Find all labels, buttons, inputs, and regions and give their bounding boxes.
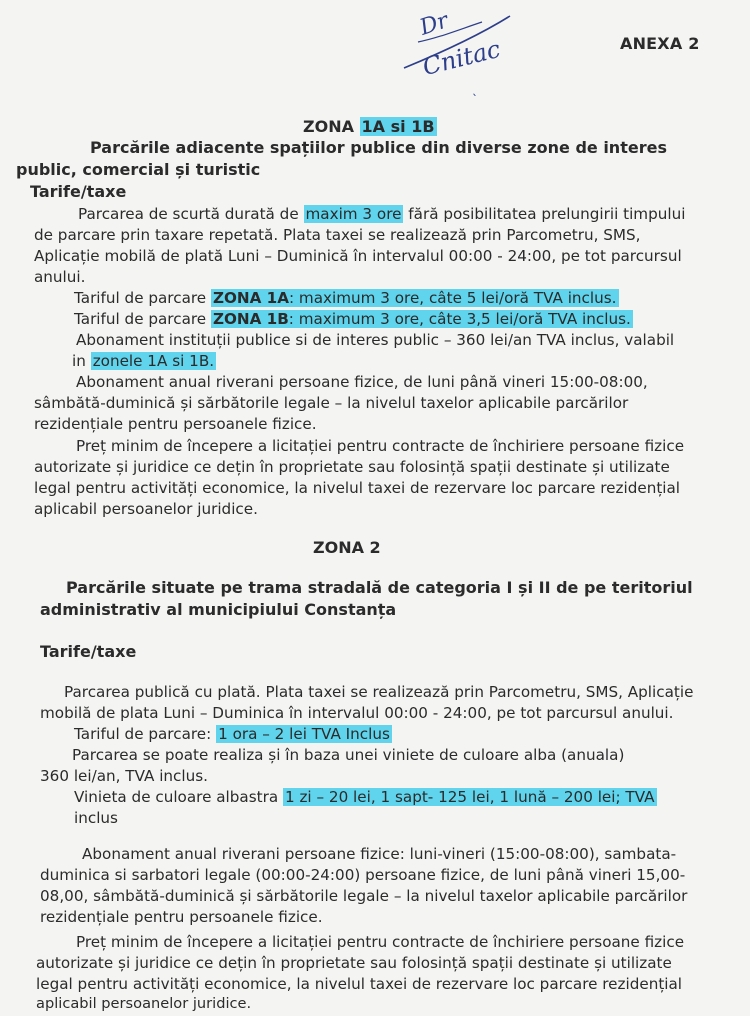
zona2-riverani-line-2: duminica si sarbatori legale (00:00-24:00) persoane fizice, de luni până vineri 15,00- [40,866,686,884]
zona1-subtitle-line-1: Parcările adiacente spațiilor publice din diverse zone de interes [90,138,667,157]
zona1-tarife-heading: Tarife/taxe [30,182,127,201]
zona1-pret-line-1: Preț minim de începere a licitației pentru contracte de închiriere persoane fizice [76,437,685,455]
zona1-zonele-highlight: zonele 1A si 1B. [92,352,215,370]
zona2-viniete-line-1: Parcarea se poate realiza și în baza unei viniete de culoare alba (anuala) [72,746,625,764]
zona1-title-highlight: 1A si 1B [361,117,435,136]
zona2-subtitle-line-2: administrativ al municipiului Constanța [40,600,397,619]
zona1-riverani-line-3: rezidențiale pentru persoanele fizice. [34,415,317,433]
zona2-albastra-highlight: 1 zi – 20 lei, 1 sapt- 125 lei, 1 lună – 200 lei; TVA [284,788,655,806]
zona1-p1-line-2: de parcare prin taxare repetată. Plata taxei se realizează prin Parcometru, SMS, [34,226,641,244]
zona2-subtitle-line-1: Parcările situate pe trama stradală de categoria I și II de pe teritoriul [66,578,693,597]
zona2-riverani-line-3: 08,00, sâmbătă-duminică și sărbătorile legale – la nivelul taxelor aplicabile parcărilor [40,887,688,905]
zona2-tarife-heading: Tarife/taxe [40,642,137,661]
zona1-tarif-1b-highlight: ZONA 1B: maximum 3 ore, câte 3,5 lei/oră TVA inclus. [212,310,631,328]
zona2-tarif-highlight: 1 ora – 2 lei TVA Inclus [218,725,390,743]
zona2-pret-line-2: autorizate și juridice ce dețin în proprietate sau folosință spații destinate și utilizate [36,954,672,972]
zona1-pret-line-3: legal pentru activități economice, la nivelul taxei de rezervare loc parcare rezidențial [34,479,681,497]
handwritten-signature [398,8,516,88]
zona1-title: ZONA 1A si 1B [303,117,435,136]
zona1-abonament-line-2: in zonele 1A si 1B. [72,352,215,370]
annex-label: ANEXA 2 [620,34,700,53]
zona2-riverani-line-1: Abonament anual riverani persoane fizice: luni-vineri (15:00-08:00), sambata- [82,845,677,863]
zona1-p1-line-3: Aplicație mobilă de plată Luni – Duminică în intervalul 00:00 - 24:00, pe tot parcursul [34,247,682,265]
zona2-pret-line-3: legal pentru activități economice, la nivelul taxei de rezervare loc parcare rezidențial [36,975,683,993]
zona2-tarif: Tariful de parcare: 1 ora – 2 lei TVA Inclus [74,725,390,743]
zona1-p1-line-4: anului. [34,268,86,286]
zona2-riverani-line-4: rezidențiale pentru persoanele fizice. [40,908,323,926]
zona1-abonament-line-1: Abonament instituții publice si de interes public – 360 lei/an TVA inclus, valabil [76,331,675,349]
zona1-pret-line-4: aplicabil persoanelor juridice. [34,500,258,518]
zona1-riverani-line-2: sâmbătă-duminică și sărbătorile legale – la nivelul taxelor aplicabile parcărilor [34,394,629,412]
zona2-p1-line-1: Parcarea publică cu plată. Plata taxei se realizează prin Parcometru, SMS, Aplicație [64,683,694,701]
zona2-albastra-line-2: inclus [74,809,118,827]
signature-line-1: Dr [416,8,452,41]
zona2-pret-line-1: Preț minim de începere a licitației pentru contracte de închiriere persoane fizice [76,933,685,951]
zona2-p1-line-2: mobilă de plata Luni – Duminica în intervalul 00:00 - 24:00, pe tot parcursul anului. [40,704,674,722]
signature-tick: ˎ [472,82,478,96]
zona1-tarif-1a: Tariful de parcare ZONA 1A: maximum 3 ore, câte 5 lei/oră TVA inclus. [74,289,617,307]
zona1-riverani-line-1: Abonament anual riverani persoane fizice, de luni până vineri 15:00-08:00, [76,373,648,391]
zona2-albastra-line-1: Vinieta de culoare albastra 1 zi – 20 lei, 1 sapt- 125 lei, 1 lună – 200 lei; TVA [74,788,655,806]
zona1-tarif-1a-highlight: ZONA 1A: maximum 3 ore, câte 5 lei/oră TVA inclus. [212,289,617,307]
zona1-subtitle-line-2: public, comercial și turistic [16,160,261,179]
zona1-tarif-1b: Tariful de parcare ZONA 1B: maximum 3 ore, câte 3,5 lei/oră TVA inclus. [74,310,631,328]
zona2-viniete-line-2: 360 lei/an, TVA inclus. [40,767,208,785]
zona1-pret-line-2: autorizate și juridice ce dețin în proprietate sau folosință spații destinate și utilizate [34,458,670,476]
zona1-max3-highlight: maxim 3 ore [305,205,402,223]
signature-line-2: Cnitac [419,34,504,82]
zona2-pret-line-4: aplicabil persoanelor juridice. [36,995,252,1012]
zona1-p1-line-1: Parcarea de scurtă durată de maxim 3 ore fără posibilitatea prelungirii timpului [78,205,686,223]
zona2-title: ZONA 2 [313,538,381,557]
